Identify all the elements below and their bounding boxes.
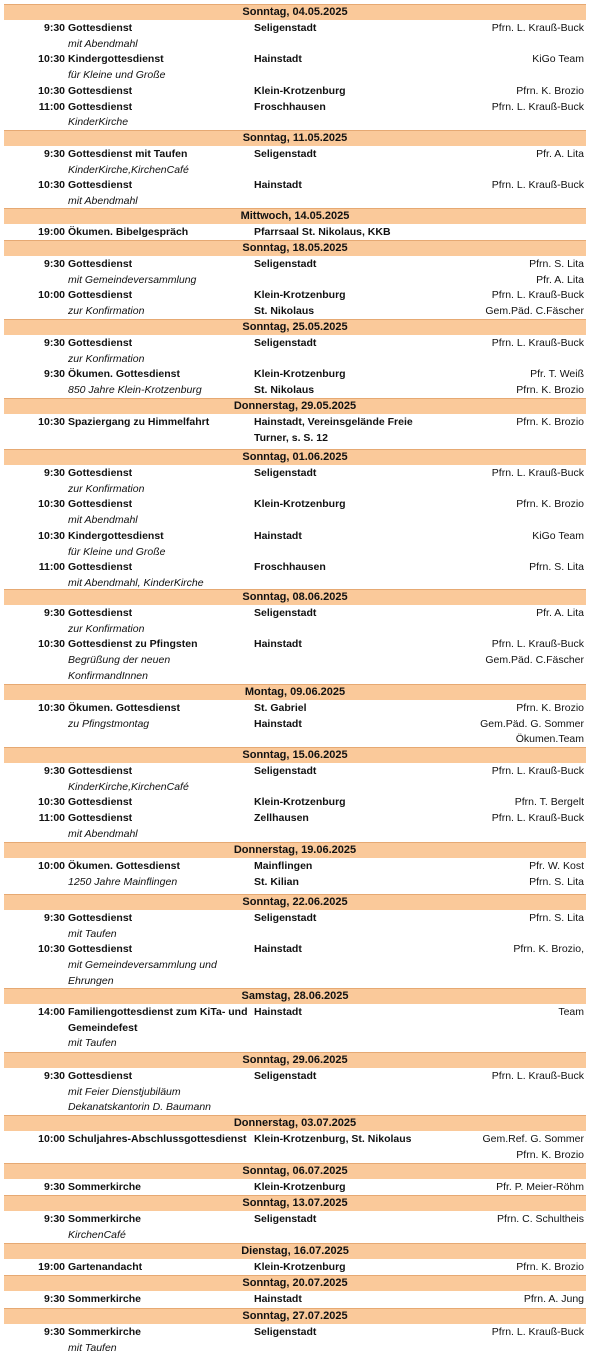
- event-note: KinderKirche,KirchenCafé: [68, 780, 189, 793]
- event-title: Gottesdienst: [68, 100, 133, 113]
- event-location: Klein-Krotzenburg: [254, 289, 346, 302]
- schedule-row: [0, 367, 592, 382]
- schedule-row: [0, 653, 592, 668]
- day-header: Sonntag, 20.07.2025: [4, 1275, 586, 1291]
- event-location: Pfarrsaal St. Nikolaus, KKB: [254, 226, 391, 238]
- schedule-row: [0, 1069, 592, 1084]
- event-leader: Pfrn. S. Lita: [529, 912, 584, 924]
- event-location: St. Nikolaus: [254, 384, 315, 397]
- schedule-row: [0, 529, 592, 544]
- day-header: Sonntag, 01.06.2025: [4, 449, 586, 465]
- event-title: Gottesdienst: [68, 607, 133, 619]
- event-title: Gottesdienst: [68, 1070, 133, 1082]
- event-note: Ehrungen: [68, 974, 114, 987]
- event-title: Kindergottesdienst: [68, 529, 164, 542]
- event-location: St. Kilian: [254, 875, 299, 888]
- event-location: Hainstadt: [254, 1006, 302, 1018]
- event-leader: Pfrn. K. Brozio: [516, 384, 584, 397]
- event-time: 9:30: [43, 337, 65, 349]
- day-header: Sonntag, 06.07.2025: [4, 1163, 586, 1179]
- event-time: 10:30: [38, 498, 65, 511]
- event-time: 14:00: [38, 1006, 65, 1018]
- schedule-row: [0, 431, 592, 446]
- event-location: Hainstadt: [254, 943, 302, 956]
- event-leader: Gem.Päd. C.Fäscher: [485, 305, 584, 318]
- schedule-row: [0, 84, 592, 99]
- event-leader: Pfrn. S. Lita: [529, 561, 584, 574]
- event-note: zur Konfirmation: [68, 305, 145, 318]
- event-leader: Gem.Päd. G. Sommer: [480, 717, 584, 730]
- event-leader: Pfrn. L. Krauß-Buck: [491, 337, 584, 349]
- event-time: 9:30: [43, 148, 65, 160]
- schedule-row: [0, 780, 592, 795]
- schedule-row: [0, 257, 592, 272]
- schedule-row: [0, 859, 592, 874]
- schedule-row: [0, 974, 592, 989]
- event-location: Zellhausen: [254, 812, 309, 825]
- event-location: St. Gabriel: [254, 702, 307, 714]
- event-location: Seligenstadt: [254, 765, 317, 777]
- event-time: 9:30: [43, 765, 65, 777]
- event-leader: Ökumen.Team: [515, 733, 584, 746]
- event-note: 850 Jahre Klein-Krotzenburg: [68, 384, 202, 397]
- event-leader: KiGo Team: [532, 53, 584, 66]
- event-location: Seligenstadt: [254, 258, 317, 270]
- event-location: Seligenstadt: [254, 467, 317, 479]
- event-title: Gottesdienst: [68, 467, 133, 479]
- event-location: Seligenstadt: [254, 22, 317, 34]
- schedule-row: [0, 194, 592, 209]
- schedule-row: [0, 875, 592, 890]
- event-time: 10:30: [38, 702, 65, 714]
- schedule-row: [0, 606, 592, 621]
- event-location: Seligenstadt: [254, 1213, 317, 1225]
- event-leader: Pfrn. L. Krauß-Buck: [491, 100, 584, 113]
- event-location: Seligenstadt: [254, 1326, 317, 1338]
- event-location: Turner, s. S. 12: [254, 431, 328, 444]
- event-location: Seligenstadt: [254, 1070, 317, 1082]
- event-note: Begrüßung der neuen: [68, 654, 171, 667]
- event-location: Klein-Krotzenburg: [254, 368, 346, 381]
- event-title: Gottesdienst: [68, 812, 133, 825]
- event-title: Kindergottesdienst: [68, 53, 164, 66]
- event-time: 10:30: [38, 53, 65, 66]
- schedule-row: [0, 1228, 592, 1243]
- event-leader: Pfrn. K. Brozio: [516, 84, 584, 97]
- event-location: Seligenstadt: [254, 912, 317, 924]
- event-title: Sommerkirche: [68, 1181, 141, 1193]
- event-note: Dekanatskantorin D. Baumann: [68, 1101, 211, 1114]
- event-leader: Pfr. P. Meier-Röhm: [496, 1181, 584, 1193]
- event-title: Gottesdienst: [68, 179, 133, 192]
- event-time: 11:00: [38, 561, 65, 574]
- event-note: KinderKirche,KirchenCafé: [68, 163, 189, 176]
- event-leader: Pfrn. A. Jung: [523, 1293, 584, 1305]
- event-note: mit Abendmahl: [68, 195, 138, 208]
- event-leader: Pfrn. L. Krauß-Buck: [491, 22, 584, 34]
- event-location: Mainflingen: [254, 860, 313, 872]
- event-title: Gartenandacht: [68, 1261, 143, 1273]
- event-title: Ökumen. Bibelgespräch: [68, 226, 189, 238]
- event-location: Seligenstadt: [254, 607, 317, 619]
- event-location: Seligenstadt: [254, 148, 317, 160]
- event-title: Ökumen. Gottesdienst: [68, 860, 181, 872]
- event-note: mit Taufen: [68, 1037, 117, 1050]
- event-title: Gottesdienst: [68, 498, 133, 511]
- event-note: KonfirmandInnen: [68, 669, 148, 682]
- event-time: 10:30: [38, 796, 65, 809]
- schedule-row: [0, 415, 592, 430]
- schedule-row: [0, 1100, 592, 1115]
- event-time: 9:30: [43, 467, 65, 479]
- schedule-row: [0, 383, 592, 398]
- event-title: Sommerkirche: [68, 1326, 141, 1338]
- schedule-row: [0, 811, 592, 826]
- event-leader: Pfrn. L. Krauß-Buck: [491, 765, 584, 777]
- schedule-row: [0, 163, 592, 178]
- schedule-row: [0, 273, 592, 288]
- event-leader: Team: [558, 1006, 584, 1018]
- event-location: Froschhausen: [254, 561, 326, 574]
- schedule-row: [0, 560, 592, 575]
- event-leader: Pfrn. K. Brozio: [516, 702, 584, 714]
- schedule-row: [0, 764, 592, 779]
- event-title: Gottesdienst mit Taufen: [68, 148, 188, 160]
- event-leader: Pfrn. C. Schultheis: [497, 1213, 584, 1225]
- day-header: Sonntag, 29.06.2025: [4, 1052, 586, 1068]
- event-note: für Kleine und Große: [68, 545, 166, 558]
- event-leader: Pfrn. L. Krauß-Buck: [491, 179, 584, 192]
- schedule-row: [0, 911, 592, 926]
- event-time: 9:30: [43, 22, 65, 34]
- schedule-row: [0, 304, 592, 319]
- event-title: Gottesdienst: [68, 912, 133, 924]
- event-time: 9:30: [43, 912, 65, 924]
- event-note: mit Abendmahl: [68, 827, 138, 840]
- event-title: Gottesdienst: [68, 84, 133, 97]
- day-header: Sonntag, 08.06.2025: [4, 589, 586, 605]
- event-location: Hainstadt: [254, 1293, 302, 1305]
- event-title: Schuljahres-Abschlussgottesdienst: [68, 1133, 247, 1145]
- schedule-row: [0, 1341, 592, 1356]
- schedule-row: [0, 942, 592, 957]
- schedule-row: [0, 717, 592, 732]
- event-time: 10:30: [38, 943, 65, 956]
- event-leader: Pfrn. L. Krauß-Buck: [491, 1326, 584, 1338]
- day-header: Dienstag, 16.07.2025: [4, 1243, 586, 1259]
- schedule-row: [0, 147, 592, 162]
- event-leader: Pfrn. L. Krauß-Buck: [491, 467, 584, 479]
- event-note: mit Taufen: [68, 1341, 117, 1354]
- event-leader: Pfrn. L. Krauß-Buck: [491, 289, 584, 302]
- schedule-row: [0, 637, 592, 652]
- schedule-row: [0, 958, 592, 973]
- schedule-row: [0, 336, 592, 351]
- event-note: zur Konfirmation: [68, 622, 145, 635]
- event-time: 9:30: [43, 368, 65, 381]
- event-leader: Pfrn. K. Brozio: [516, 1261, 584, 1273]
- schedule-row: [0, 1180, 592, 1195]
- event-time: 10:30: [38, 529, 65, 542]
- event-leader: Pfr. W. Kost: [529, 860, 584, 872]
- event-leader: Pfrn. S. Lita: [529, 875, 584, 888]
- event-leader: Gem.Päd. C.Fäscher: [485, 654, 584, 667]
- event-time: 19:00: [38, 226, 65, 238]
- event-time: 9:30: [43, 1213, 65, 1225]
- schedule-row: [0, 1036, 592, 1051]
- event-location: Hainstadt: [254, 529, 302, 542]
- schedule-row: [0, 669, 592, 684]
- event-note: KinderKirche: [68, 116, 129, 129]
- event-note: zu Pfingstmontag: [68, 717, 150, 730]
- event-title: Gottesdienst: [68, 337, 133, 349]
- schedule-row: [0, 1325, 592, 1340]
- event-leader: Gem.Ref. G. Sommer: [482, 1133, 584, 1145]
- event-note: mit Abendmahl, KinderKirche: [68, 576, 204, 589]
- day-header: Montag, 09.06.2025: [4, 684, 586, 700]
- schedule-row: [0, 100, 592, 115]
- event-time: 11:00: [38, 100, 65, 113]
- schedule-row: [0, 732, 592, 747]
- event-note: mit Gemeindeversammlung: [68, 273, 197, 286]
- event-location: Seligenstadt: [254, 337, 317, 349]
- event-location: Klein-Krotzenburg: [254, 84, 346, 97]
- schedule-row: [0, 795, 592, 810]
- event-note: mit Taufen: [68, 927, 117, 940]
- event-title: Sommerkirche: [68, 1293, 141, 1305]
- event-time: 10:30: [38, 638, 65, 651]
- event-location: Froschhausen: [254, 100, 326, 113]
- event-time: 9:30: [43, 607, 65, 619]
- schedule-row: [0, 622, 592, 637]
- event-location: Klein-Krotzenburg: [254, 796, 346, 809]
- event-title: Gottesdienst: [68, 258, 133, 270]
- schedule-row: [0, 288, 592, 303]
- schedule-row: [0, 1212, 592, 1227]
- schedule-row: [0, 1292, 592, 1307]
- event-leader: KiGo Team: [532, 529, 584, 542]
- day-header: Sonntag, 18.05.2025: [4, 240, 586, 256]
- event-leader: Pfr. A. Lita: [536, 148, 584, 160]
- event-time: 9:30: [43, 1293, 65, 1305]
- event-location: Hainstadt: [254, 638, 302, 651]
- event-title: Sommerkirche: [68, 1213, 141, 1225]
- event-time: 10:30: [38, 416, 65, 428]
- event-note: mit Gemeindeversammlung und: [68, 959, 217, 972]
- schedule-row: [0, 178, 592, 193]
- event-leader: Pfrn. T. Bergelt: [514, 796, 584, 809]
- day-header: Mittwoch, 14.05.2025: [4, 208, 586, 224]
- day-header: Donnerstag, 03.07.2025: [4, 1115, 586, 1131]
- event-note: 1250 Jahre Mainflingen: [68, 875, 178, 888]
- schedule-row: [0, 482, 592, 497]
- event-location: Klein-Krotzenburg: [254, 1261, 346, 1273]
- event-time: 10:30: [38, 179, 65, 192]
- event-title: Gemeindefest: [68, 1021, 138, 1034]
- event-time: 9:30: [43, 1326, 65, 1338]
- schedule-row: [0, 68, 592, 83]
- event-time: 10:30: [38, 84, 65, 97]
- day-header: Sonntag, 13.07.2025: [4, 1195, 586, 1211]
- event-note: zur Konfirmation: [68, 352, 145, 365]
- schedule-row: [0, 701, 592, 716]
- schedule-row: [0, 1132, 592, 1147]
- event-title: Gottesdienst: [68, 943, 133, 956]
- event-time: 11:00: [38, 812, 65, 825]
- event-title: Ökumen. Gottesdienst: [68, 368, 181, 381]
- event-location: St. Nikolaus: [254, 305, 315, 318]
- schedule-row: [0, 225, 592, 240]
- event-title: Gottesdienst zu Pfingsten: [68, 638, 198, 651]
- event-location: Hainstadt, Vereinsgelände Freie: [254, 416, 413, 428]
- event-location: Klein-Krotzenburg: [254, 498, 346, 511]
- schedule-row: [0, 1005, 592, 1020]
- event-title: Gottesdienst: [68, 561, 133, 574]
- event-title: Gottesdienst: [68, 796, 133, 809]
- event-title: Spaziergang zu Himmelfahrt: [68, 416, 210, 428]
- day-header: Samstag, 28.06.2025: [4, 988, 586, 1004]
- event-time: 10:00: [38, 860, 65, 872]
- event-time: 10:00: [38, 1133, 65, 1145]
- event-title: Ökumen. Gottesdienst: [68, 702, 181, 714]
- event-leader: Pfrn. K. Brozio: [516, 498, 584, 511]
- schedule-row: [0, 115, 592, 130]
- event-leader: Pfr. A. Lita: [536, 607, 584, 619]
- schedule-row: [0, 513, 592, 528]
- event-note: mit Abendmahl: [68, 514, 138, 527]
- event-title: Gottesdienst: [68, 765, 133, 777]
- event-leader: Pfrn. L. Krauß-Buck: [491, 1070, 584, 1082]
- event-time: 19:00: [38, 1261, 65, 1273]
- event-title: Gottesdienst: [68, 289, 133, 302]
- schedule-row: [0, 1148, 592, 1163]
- event-location: Hainstadt: [254, 53, 302, 66]
- event-time: 9:30: [43, 1070, 65, 1082]
- event-location: Hainstadt: [254, 717, 302, 730]
- day-header: Sonntag, 27.07.2025: [4, 1308, 586, 1324]
- event-note: KirchenCafé: [68, 1228, 126, 1241]
- event-leader: Pfrn. K. Brozio: [516, 416, 584, 428]
- schedule-row: [0, 827, 592, 842]
- event-leader: Pfrn. K. Brozio,: [513, 943, 584, 956]
- schedule-row: [0, 37, 592, 52]
- schedule-row: [0, 545, 592, 560]
- event-location: Klein-Krotzenburg: [254, 1181, 346, 1193]
- schedule-row: [0, 21, 592, 36]
- schedule-row: [0, 1085, 592, 1100]
- event-leader: Pfr. A. Lita: [536, 273, 584, 286]
- event-title: Gottesdienst: [68, 22, 133, 34]
- event-time: 9:30: [43, 258, 65, 270]
- event-note: für Kleine und Große: [68, 69, 166, 82]
- event-leader: Pfrn. L. Krauß-Buck: [491, 812, 584, 825]
- day-header: Sonntag, 22.06.2025: [4, 894, 586, 910]
- schedule-row: [0, 1021, 592, 1036]
- day-header: Donnerstag, 29.05.2025: [4, 398, 586, 414]
- day-header: Donnerstag, 19.06.2025: [4, 842, 586, 858]
- event-leader: Pfrn. L. Krauß-Buck: [491, 638, 584, 651]
- event-note: mit Feier Dienstjubiläum: [68, 1085, 181, 1098]
- event-leader: Pfr. T. Weiß: [530, 368, 584, 381]
- day-header: Sonntag, 25.05.2025: [4, 319, 586, 335]
- schedule-row: [0, 352, 592, 367]
- event-title: Familiengottesdienst zum KiTa- und: [68, 1006, 248, 1018]
- schedule-row: [0, 927, 592, 942]
- day-header: Sonntag, 04.05.2025: [4, 4, 586, 20]
- day-header: Sonntag, 15.06.2025: [4, 747, 586, 763]
- event-time: 10:00: [38, 289, 65, 302]
- schedule-row: [0, 497, 592, 512]
- schedule-row: [0, 1260, 592, 1275]
- event-location: Klein-Krotzenburg, St. Nikolaus: [254, 1133, 412, 1145]
- event-time: 9:30: [43, 1181, 65, 1193]
- event-leader: Pfrn. S. Lita: [529, 258, 584, 270]
- event-note: mit Abendmahl: [68, 37, 138, 50]
- day-header: Sonntag, 11.05.2025: [4, 130, 586, 146]
- event-leader: Pfrn. K. Brozio: [516, 1148, 584, 1161]
- schedule-row: [0, 52, 592, 67]
- event-location: Hainstadt: [254, 179, 302, 192]
- schedule-row: [0, 466, 592, 481]
- event-note: zur Konfirmation: [68, 482, 145, 495]
